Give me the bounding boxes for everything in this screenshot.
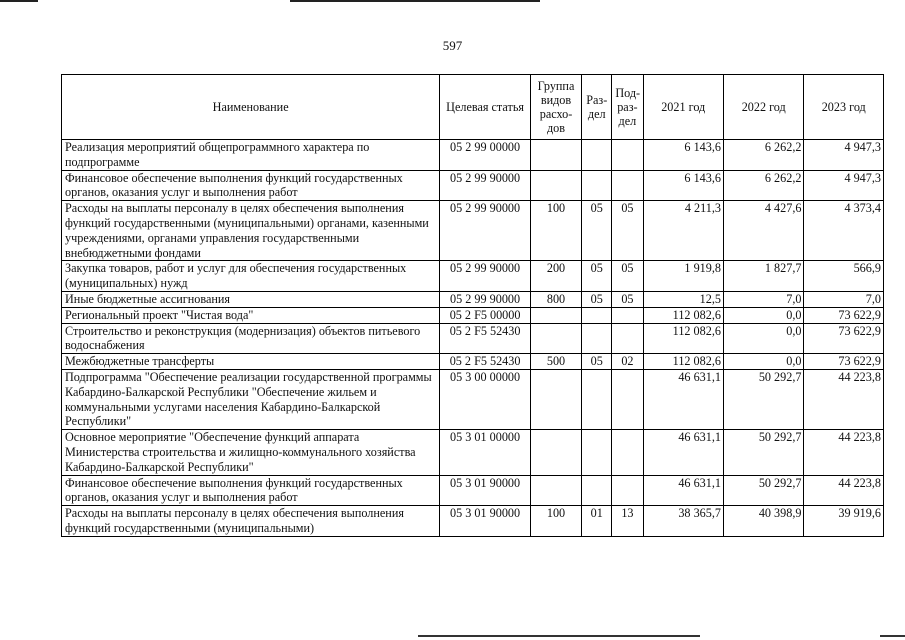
table-row bbox=[62, 261, 884, 292]
row-section: 05 bbox=[582, 354, 612, 370]
row-value-2021: 1 919,8 bbox=[643, 261, 723, 292]
row-name: Подпрограмма "Обеспечение реализации государственной программы Кабардино-Балкарской Республики "Обеспечение жильем и коммунальными услугами населения Кабардино-Балкарской Республики" bbox=[62, 369, 440, 429]
row-name: Расходы на выплаты персоналу в целях обеспечения выполнения функций государственными (муниципальными) органами, казенными учреждениями, органами управления государственными внебюджетными фондами bbox=[62, 201, 440, 261]
row-target-article: 05 2 99 90000 bbox=[440, 291, 531, 307]
row-value-2022: 50 292,7 bbox=[723, 430, 803, 475]
row-value-2021: 38 365,7 bbox=[643, 506, 723, 537]
row-name: Основное мероприятие "Обеспечение функций аппарата Министерства строительства и жилищно-коммунального хозяйства Кабардино-Балкарской Республики" bbox=[62, 430, 440, 475]
header-2022: 2022 год bbox=[723, 75, 803, 140]
row-expense-group bbox=[530, 430, 581, 475]
row-section bbox=[582, 430, 612, 475]
row-target-article: 05 3 01 90000 bbox=[440, 475, 531, 506]
scan-artifact-bottom bbox=[418, 635, 700, 637]
row-subsection bbox=[612, 369, 643, 429]
row-value-2022: 6 262,2 bbox=[723, 140, 803, 171]
row-target-article: 05 2 F5 00000 bbox=[440, 307, 531, 323]
row-section bbox=[582, 170, 612, 201]
row-name: Финансовое обеспечение выполнения функций государственных органов, оказания услуг и выполнения работ bbox=[62, 475, 440, 506]
row-value-2021: 112 082,6 bbox=[643, 307, 723, 323]
row-name: Иные бюджетные ассигнования bbox=[62, 291, 440, 307]
table-row bbox=[62, 307, 884, 323]
table-row bbox=[62, 140, 884, 171]
row-name: Межбюджетные трансферты bbox=[62, 354, 440, 370]
budget-table bbox=[61, 74, 884, 537]
row-expense-group bbox=[530, 307, 581, 323]
table-row bbox=[62, 430, 884, 475]
row-subsection bbox=[612, 170, 643, 201]
row-value-2022: 1 827,7 bbox=[723, 261, 803, 292]
row-value-2021: 46 631,1 bbox=[643, 430, 723, 475]
row-subsection: 05 bbox=[612, 261, 643, 292]
row-value-2023: 39 919,6 bbox=[804, 506, 884, 537]
row-value-2022: 50 292,7 bbox=[723, 475, 803, 506]
row-name: Региональный проект "Чистая вода" bbox=[62, 307, 440, 323]
row-target-article: 05 3 01 00000 bbox=[440, 430, 531, 475]
table-row bbox=[62, 506, 884, 537]
table-row bbox=[62, 475, 884, 506]
row-expense-group bbox=[530, 475, 581, 506]
page-number: 597 bbox=[442, 38, 463, 53]
row-target-article: 05 2 F5 52430 bbox=[440, 323, 531, 354]
header-2023: 2023 год bbox=[804, 75, 884, 140]
row-value-2023: 73 622,9 bbox=[804, 354, 884, 370]
row-value-2021: 112 082,6 bbox=[643, 323, 723, 354]
row-expense-group bbox=[530, 323, 581, 354]
row-value-2021: 46 631,1 bbox=[643, 475, 723, 506]
row-value-2023: 73 622,9 bbox=[804, 323, 884, 354]
row-value-2023: 73 622,9 bbox=[804, 307, 884, 323]
row-section: 05 bbox=[582, 261, 612, 292]
row-name: Финансовое обеспечение выполнения функций государственных органов, оказания услуг и выполнения работ bbox=[62, 170, 440, 201]
row-target-article: 05 3 01 90000 bbox=[440, 506, 531, 537]
table-row bbox=[62, 291, 884, 307]
row-name: Расходы на выплаты персоналу в целях обеспечения выполнения функций государственными (муниципальными) bbox=[62, 506, 440, 537]
row-section: 05 bbox=[582, 201, 612, 261]
row-value-2022: 50 292,7 bbox=[723, 369, 803, 429]
row-subsection: 05 bbox=[612, 291, 643, 307]
table-header-row bbox=[62, 75, 884, 140]
row-subsection bbox=[612, 430, 643, 475]
row-section bbox=[582, 323, 612, 354]
row-target-article: 05 3 00 00000 bbox=[440, 369, 531, 429]
row-expense-group bbox=[530, 140, 581, 171]
row-subsection: 02 bbox=[612, 354, 643, 370]
row-section bbox=[582, 475, 612, 506]
row-name: Реализация мероприятий общепрограммного характера по подпрограмме bbox=[62, 140, 440, 171]
row-value-2021: 6 143,6 bbox=[643, 140, 723, 171]
row-value-2023: 44 223,8 bbox=[804, 430, 884, 475]
row-section: 05 bbox=[582, 291, 612, 307]
row-value-2022: 7,0 bbox=[723, 291, 803, 307]
row-subsection: 13 bbox=[612, 506, 643, 537]
row-expense-group: 200 bbox=[530, 261, 581, 292]
row-value-2023: 4 947,3 bbox=[804, 170, 884, 201]
row-section bbox=[582, 140, 612, 171]
row-target-article: 05 2 99 00000 bbox=[440, 140, 531, 171]
row-name: Закупка товаров, работ и услуг для обеспечения государственных (муниципальных) нужд bbox=[62, 261, 440, 292]
row-value-2021: 12,5 bbox=[643, 291, 723, 307]
row-subsection bbox=[612, 475, 643, 506]
row-value-2023: 4 947,3 bbox=[804, 140, 884, 171]
row-expense-group: 100 bbox=[530, 201, 581, 261]
table-row bbox=[62, 354, 884, 370]
row-subsection bbox=[612, 323, 643, 354]
header-section: Раз-дел bbox=[582, 75, 612, 140]
row-value-2023: 566,9 bbox=[804, 261, 884, 292]
row-target-article: 05 2 99 90000 bbox=[440, 261, 531, 292]
row-value-2022: 6 262,2 bbox=[723, 170, 803, 201]
row-expense-group: 800 bbox=[530, 291, 581, 307]
row-value-2022: 40 398,9 bbox=[723, 506, 803, 537]
row-value-2023: 44 223,8 bbox=[804, 369, 884, 429]
row-value-2022: 4 427,6 bbox=[723, 201, 803, 261]
scan-artifact-top-right bbox=[290, 0, 540, 2]
header-expense-group: Группа видов расхо-дов bbox=[530, 75, 581, 140]
scan-artifact-bottom-right bbox=[880, 635, 905, 637]
row-subsection bbox=[612, 140, 643, 171]
scan-artifact-top-left bbox=[0, 0, 38, 2]
table-row bbox=[62, 323, 884, 354]
row-target-article: 05 2 99 90000 bbox=[440, 170, 531, 201]
row-subsection: 05 bbox=[612, 201, 643, 261]
row-value-2022: 0,0 bbox=[723, 323, 803, 354]
row-expense-group bbox=[530, 369, 581, 429]
row-section bbox=[582, 369, 612, 429]
row-subsection bbox=[612, 307, 643, 323]
table-row bbox=[62, 201, 884, 261]
header-subsection: Под-раз-дел bbox=[612, 75, 643, 140]
header-name: Наименование bbox=[62, 75, 440, 140]
row-target-article: 05 2 99 90000 bbox=[440, 201, 531, 261]
row-value-2022: 0,0 bbox=[723, 354, 803, 370]
row-value-2022: 0,0 bbox=[723, 307, 803, 323]
row-value-2021: 6 143,6 bbox=[643, 170, 723, 201]
header-2021: 2021 год bbox=[643, 75, 723, 140]
row-name: Строительство и реконструкция (модернизация) объектов питьевого водоснабжения bbox=[62, 323, 440, 354]
row-expense-group: 100 bbox=[530, 506, 581, 537]
row-value-2023: 4 373,4 bbox=[804, 201, 884, 261]
row-value-2023: 7,0 bbox=[804, 291, 884, 307]
row-section bbox=[582, 307, 612, 323]
table-row bbox=[62, 369, 884, 429]
row-expense-group bbox=[530, 170, 581, 201]
row-value-2021: 4 211,3 bbox=[643, 201, 723, 261]
row-section: 01 bbox=[582, 506, 612, 537]
row-target-article: 05 2 F5 52430 bbox=[440, 354, 531, 370]
row-value-2021: 112 082,6 bbox=[643, 354, 723, 370]
row-expense-group: 500 bbox=[530, 354, 581, 370]
header-target-article: Целевая статья bbox=[440, 75, 531, 140]
table-row bbox=[62, 170, 884, 201]
row-value-2023: 44 223,8 bbox=[804, 475, 884, 506]
row-value-2021: 46 631,1 bbox=[643, 369, 723, 429]
